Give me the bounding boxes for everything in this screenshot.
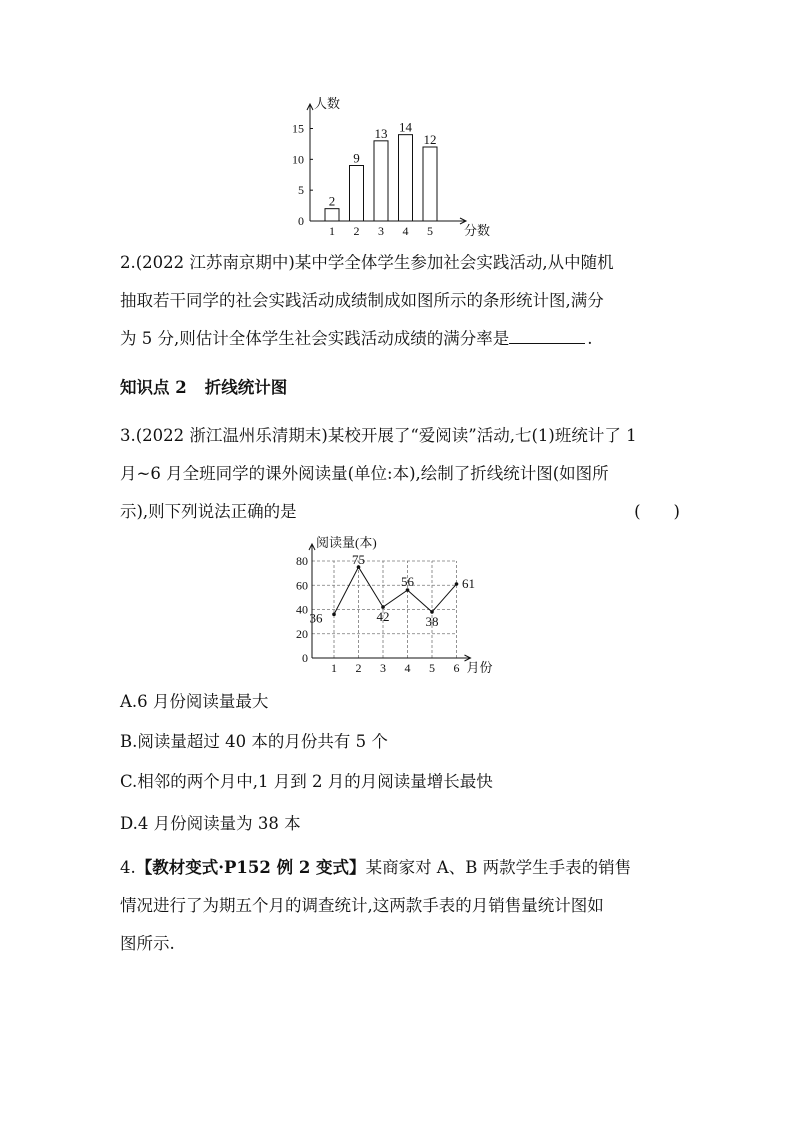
bar bbox=[423, 147, 437, 221]
question-3-line-3 bbox=[120, 493, 680, 531]
question-4-line-3: 图所示. bbox=[120, 934, 175, 953]
bar-data-label: 9 bbox=[353, 150, 360, 166]
line-y-tick-label: 20 bbox=[296, 626, 308, 641]
option-a[interactable]: A.6 月份阅读量最大 bbox=[120, 692, 269, 711]
line-x-tick-label: 3 bbox=[380, 661, 386, 675]
bar bbox=[325, 209, 339, 221]
option-b[interactable]: B.阅读量超过 40 本的月份共有 5 个 bbox=[120, 732, 388, 751]
textbook-variant-tag: 【教材变式·P152 例 2 变式】 bbox=[135, 858, 366, 877]
bar-chart bbox=[280, 92, 500, 244]
question-4-line-2: 情况进行了为期五个月的调查统计,这两款手表的月销售量统计图如 bbox=[120, 896, 604, 915]
bar-chart-svg bbox=[280, 92, 500, 244]
line-data-label: 61 bbox=[462, 576, 475, 592]
line-chart-svg bbox=[284, 530, 504, 680]
line-point bbox=[455, 582, 459, 586]
line-y-tick-label: 80 bbox=[296, 554, 308, 568]
question-2-line-3-text: 为 5 分,则估计全体学生社会实践活动成绩的满分率是 bbox=[120, 329, 510, 348]
question-3-line-1: 3.(2022 浙江温州乐清期末)某校开展了“爱阅读”活动,七(1)班统计了 1 bbox=[120, 426, 637, 445]
bar-x-tick-label: 1 bbox=[329, 224, 335, 238]
line-data-label: 36 bbox=[309, 610, 323, 626]
bar-data-label: 12 bbox=[423, 132, 437, 147]
line-data-label: 42 bbox=[376, 609, 390, 625]
line-x-tick-label: 6 bbox=[453, 661, 460, 675]
question-2 bbox=[120, 244, 680, 358]
line-y-tick-label: 60 bbox=[296, 578, 308, 593]
line-x-tick-label: 5 bbox=[429, 661, 435, 675]
option-c[interactable]: C.相邻的两个月中,1 月到 2 月的月阅读量增长最快 bbox=[120, 772, 493, 791]
bar-x-tick-label: 4 bbox=[402, 224, 409, 238]
question-2-line-3 bbox=[120, 320, 680, 358]
bar bbox=[399, 135, 413, 221]
line-point bbox=[332, 613, 336, 617]
line-x-tick-label: 1 bbox=[331, 661, 337, 675]
section-label: 知识点 2 bbox=[120, 378, 187, 397]
line-data-label: 75 bbox=[352, 552, 365, 568]
line-y-axis-label: 阅读量(本) bbox=[316, 535, 377, 550]
bar-data-label: 14 bbox=[399, 119, 412, 135]
question-2-line-1: 2.(2022 江苏南京期中)某中学全体学生参加社会实践活动,从中随机 bbox=[120, 253, 614, 272]
bar-y-tick-label: 10 bbox=[292, 152, 304, 167]
question-2-line-2: 抽取若干同学的社会实践活动成绩制成如图所示的条形统计图,满分 bbox=[120, 291, 604, 310]
bar-x-tick-label: 3 bbox=[378, 224, 384, 238]
section-title: 折线统计图 bbox=[204, 378, 288, 397]
line-x-axis-label: 月份 bbox=[466, 660, 493, 675]
line-y-tick-label: 0 bbox=[302, 651, 308, 665]
question-4-line-1-text: 某商家对 A、B 两款学生手表的销售 bbox=[365, 858, 632, 877]
bar-y-tick-label: 15 bbox=[292, 121, 304, 136]
question-4-line-1 bbox=[120, 849, 680, 887]
line-series bbox=[334, 567, 457, 614]
line-chart bbox=[284, 530, 504, 680]
bar-x-axis-label: 分数 bbox=[464, 223, 491, 238]
line-y-tick-label: 40 bbox=[296, 602, 308, 617]
bar-y-axis-label: 人数 bbox=[314, 96, 341, 111]
bar bbox=[374, 141, 388, 221]
bar-data-label: 13 bbox=[374, 125, 388, 141]
option-d[interactable]: D.4 月份阅读量为 38 本 bbox=[120, 814, 301, 833]
line-data-label: 56 bbox=[401, 574, 414, 590]
question-3-line-2: 月~6 月全班同学的课外阅读量(单位:本),绘制了折线统计图(如图所 bbox=[120, 464, 609, 483]
bar-x-tick-label: 2 bbox=[353, 224, 360, 238]
bar bbox=[350, 166, 364, 222]
bar-data-label: 2 bbox=[328, 193, 336, 209]
bar-y-tick-label: 0 bbox=[298, 214, 304, 228]
question-4-number: 4. bbox=[120, 858, 136, 877]
line-data-label: 38 bbox=[425, 613, 439, 629]
question-3-line-3-text: 示),则下列说法正确的是 bbox=[120, 502, 297, 521]
question-4 bbox=[120, 849, 680, 963]
answer-blank[interactable] bbox=[509, 325, 585, 344]
section-heading bbox=[120, 372, 287, 404]
question-2-line-3-end: . bbox=[587, 329, 593, 348]
line-x-tick-label: 2 bbox=[355, 661, 362, 675]
question-3 bbox=[120, 417, 680, 531]
bar-y-tick-label: 5 bbox=[298, 183, 304, 198]
bar-x-tick-label: 5 bbox=[427, 224, 433, 238]
line-x-tick-label: 4 bbox=[404, 661, 411, 675]
answer-parentheses[interactable]: ( ) bbox=[634, 502, 680, 521]
